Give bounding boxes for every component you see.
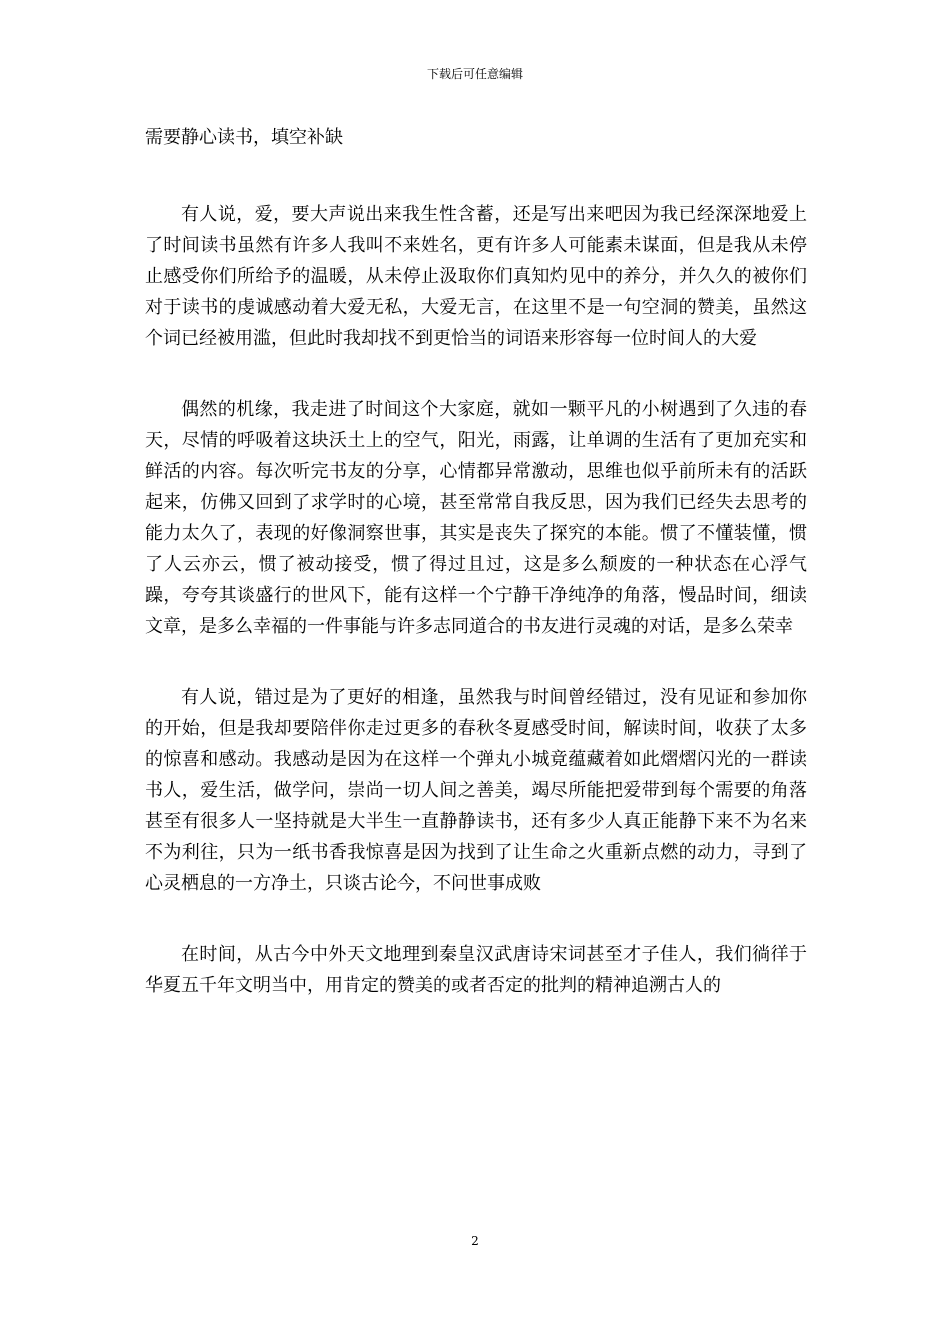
paragraph: 在时间，从古今中外天文地理到秦皇汉武唐诗宋词甚至才子佳人，我们徜徉于华夏五千年文明当中，用肯定的赞美的或者否定的批判的精神追溯古人的 bbox=[145, 944, 807, 996]
paragraph: 有人说，爱，要大声说出来我生性含蓄，还是写出来吧因为我已经深深地爱上了时间读书虽然有许多人我叫不来姓名，更有许多人可能素未谋面，但是我从未停止感受你们所给予的温暖，从未停止汲取你们真知灼见中的养分，并久久的被你们对于读书的虔诚感动着大爱无私，大爱无言，在这里不是一句空洞的赞美，虽然这个词已经被用滥，但此时我却找不到更恰当的词语来形容每一位时间人的大爱 bbox=[145, 204, 807, 349]
page-number: 2 bbox=[471, 1234, 479, 1248]
document-title: 需要静心读书，填空补缺 bbox=[145, 127, 343, 148]
document-body bbox=[145, 199, 807, 1041]
paragraph: 偶然的机缘，我走进了时间这个大家庭，就如一颗平凡的小树遇到了久违的春天，尽情的呼吸着这块沃土上的空气，阳光，雨露，让单调的生活有了更加充实和鲜活的内容。每次听完书友的分享，心情都异常激动，思维也似乎前所未有的活跃起来，仿佛又回到了求学时的心境，甚至常常自我反思，因为我们已经失去思考的能力太久了，表现的好像洞察世事，其实是丧失了探究的本能。惯了不懂装懂，惯了人云亦云，惯了被动接受，惯了得过且过，这是多么颓废的一种状态在心浮气躁，夸夸其谈盛行的世风下，能有这样一个宁静干净纯净的角落，慢品时间，细读文章，是多么幸福的一件事能与许多志同道合的书友进行灵魂的对话，是多么荣幸 bbox=[145, 399, 807, 637]
page-header: 下载后可任意编辑 bbox=[426, 67, 523, 81]
paragraph: 有人说，错过是为了更好的相逢，虽然我与时间曾经错过，没有见证和参加你的开始，但是我却要陪伴你走过更多的春秋冬夏感受时间，解读时间，收获了太多的惊喜和感动。我感动是因为在这样一个弹丸小城竟蕴藏着如此熠熠闪光的一群读书人，爱生活，做学问，崇尚一切人间之善美，竭尽所能把爱带到每个需要的角落甚至有很多人一坚持就是大半生一直静静读书，还有多少人真正能静下来不为名来不为利往，只为一纸书香我惊喜是因为找到了让生命之火重新点燃的动力，寻到了心灵栖息的一方净土，只谈古论今，不问世事成败 bbox=[145, 687, 807, 894]
